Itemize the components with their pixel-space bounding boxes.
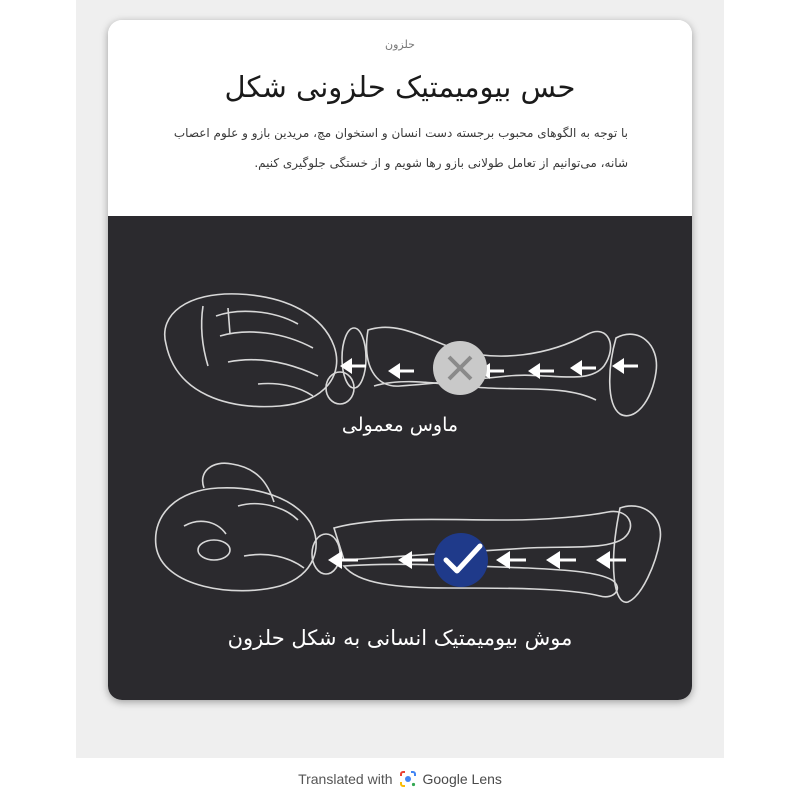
footer-brand: Google Lens: [422, 771, 502, 787]
regular-mouse-caption: ماوس معمولی: [341, 414, 459, 436]
card-header: [108, 20, 692, 216]
regular-force-arrows: [340, 358, 638, 379]
arrow-left-icon: [388, 363, 414, 379]
footer-prefix: Translated with: [298, 771, 393, 787]
regular-mouse-illustration: [165, 294, 657, 416]
arrow-left-icon: [612, 358, 638, 374]
arrow-left-icon: [328, 551, 358, 569]
product-feature-card: [108, 20, 692, 700]
spiral-mouse-illustration: [156, 463, 661, 602]
check-icon: [434, 533, 488, 587]
card-title: حس بیومیمتیک حلزونی شکل: [224, 70, 576, 104]
card-description: با توجه به الگوهای محبوب برجسته دست انسان و استخوان مچ، مریدین بازو و علوم اعصاب شانه، می‌توانیم از تعامل طولانی بازو رها شویم و از خستگی جلوگیری کنیم.: [173, 126, 628, 170]
x-icon: [433, 341, 487, 395]
arrow-left-icon: [546, 551, 576, 569]
translation-footer: [0, 768, 800, 790]
comparison-panel: [108, 216, 692, 700]
google-lens-icon: [399, 770, 417, 788]
spiral-mouse-caption: موش بیومیمتیک انسانی به شکل حلزون: [227, 626, 573, 650]
arrow-left-icon: [596, 551, 626, 569]
card-kicker: حلزون: [385, 38, 415, 51]
arrow-left-icon: [398, 551, 428, 569]
